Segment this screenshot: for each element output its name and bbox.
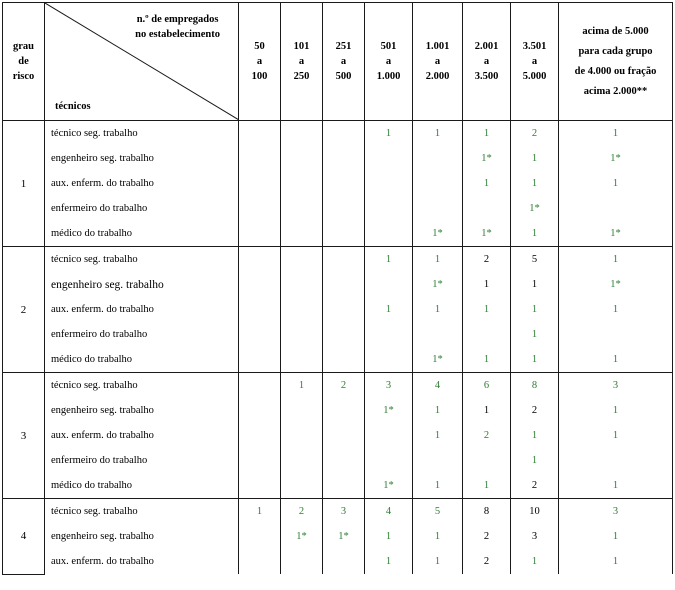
value-cell — [239, 221, 281, 247]
table-row — [3, 221, 673, 247]
value-cell — [281, 146, 323, 171]
value-cell: 1 — [559, 473, 673, 499]
value-cell — [239, 247, 281, 273]
value-cell — [281, 297, 323, 322]
value-cell: 6 — [463, 373, 511, 399]
value-cell — [281, 272, 323, 297]
value-cell — [413, 196, 463, 221]
value-cell — [239, 272, 281, 297]
value-cell — [323, 398, 365, 423]
value-cell: 5 — [511, 247, 559, 273]
staffing-table — [2, 2, 673, 575]
value-cell: 1* — [559, 221, 673, 247]
value-cell — [365, 322, 413, 347]
header-col-251-500: 251 a 500 — [323, 3, 365, 121]
value-cell — [239, 373, 281, 399]
value-cell: 1 — [559, 297, 673, 322]
tecnico-cell: técnico seg. trabalho — [45, 499, 239, 525]
value-cell — [281, 473, 323, 499]
value-cell — [281, 121, 323, 147]
value-cell: 3 — [323, 499, 365, 525]
value-cell: 1* — [511, 196, 559, 221]
value-cell — [365, 347, 413, 373]
value-cell — [365, 221, 413, 247]
value-cell: 1 — [413, 524, 463, 549]
header-tecnicos-label: técnicos — [55, 101, 91, 112]
value-cell: 1 — [413, 297, 463, 322]
value-cell — [463, 448, 511, 473]
value-cell — [323, 196, 365, 221]
value-cell — [365, 272, 413, 297]
value-cell: 1 — [365, 524, 413, 549]
value-cell: 4 — [365, 499, 413, 525]
value-cell: 1 — [559, 347, 673, 373]
value-cell: 2 — [511, 121, 559, 147]
table-row — [3, 272, 673, 297]
value-cell: 1* — [463, 221, 511, 247]
value-cell: 1* — [413, 347, 463, 373]
value-cell — [559, 322, 673, 347]
value-cell: 1 — [413, 549, 463, 574]
value-cell: 1* — [281, 524, 323, 549]
value-cell: 1 — [511, 272, 559, 297]
tecnico-cell: enfermeiro do trabalho — [45, 196, 239, 221]
table-body — [3, 121, 673, 575]
tecnico-cell: aux. enferm. do trabalho — [45, 171, 239, 196]
header-row — [3, 3, 673, 121]
value-cell — [323, 171, 365, 196]
value-cell — [323, 221, 365, 247]
grau-risco-cell: 3 — [3, 373, 45, 499]
value-cell — [559, 196, 673, 221]
grau-risco-cell: 2 — [3, 247, 45, 373]
tecnico-cell: médico do trabalho — [45, 473, 239, 499]
value-cell: 3 — [559, 373, 673, 399]
header-grau-line: risco — [12, 71, 35, 82]
value-cell: 1 — [559, 247, 673, 273]
table-row — [3, 247, 673, 273]
value-cell: 1 — [559, 423, 673, 448]
value-cell — [281, 347, 323, 373]
value-cell: 1 — [463, 121, 511, 147]
tecnico-cell: enfermeiro do trabalho — [45, 448, 239, 473]
table-row — [3, 398, 673, 423]
tecnico-cell: enfermeiro do trabalho — [45, 322, 239, 347]
tecnico-cell: engenheiro seg. trabalho — [45, 398, 239, 423]
value-cell — [463, 322, 511, 347]
value-cell: 1 — [511, 171, 559, 196]
value-cell — [413, 322, 463, 347]
value-cell: 2 — [511, 473, 559, 499]
value-cell: 1 — [413, 398, 463, 423]
value-cell — [323, 322, 365, 347]
value-cell — [323, 272, 365, 297]
value-cell — [239, 549, 281, 574]
value-cell: 1 — [463, 398, 511, 423]
tecnico-cell: engenheiro seg. trabalho — [45, 524, 239, 549]
value-cell — [281, 398, 323, 423]
table-row — [3, 423, 673, 448]
value-cell — [365, 196, 413, 221]
value-cell — [281, 196, 323, 221]
value-cell: 1 — [365, 247, 413, 273]
value-cell — [281, 549, 323, 574]
value-cell: 10 — [511, 499, 559, 525]
value-cell: 2 — [463, 247, 511, 273]
value-cell: 1 — [511, 322, 559, 347]
tecnico-cell: técnico seg. trabalho — [45, 373, 239, 399]
value-cell: 5 — [413, 499, 463, 525]
header-employee-count-label: n.º de empregados no estabelecimento — [135, 14, 220, 40]
staffing-table-frame — [2, 2, 673, 575]
value-cell: 1 — [511, 221, 559, 247]
header-grau-line: de — [18, 56, 29, 67]
value-cell: 3 — [511, 524, 559, 549]
value-cell: 1 — [239, 499, 281, 525]
header-col-50-100: 50 a 100 — [239, 3, 281, 121]
value-cell — [239, 347, 281, 373]
table-row — [3, 473, 673, 499]
table-row — [3, 524, 673, 549]
value-cell: 1* — [365, 398, 413, 423]
value-cell — [281, 171, 323, 196]
tecnico-cell: engenheiro seg. trabalho — [45, 146, 239, 171]
tecnico-cell: técnico seg. trabalho — [45, 247, 239, 273]
value-cell: 1 — [365, 549, 413, 574]
value-cell — [365, 448, 413, 473]
value-cell — [413, 448, 463, 473]
value-cell: 1 — [365, 121, 413, 147]
value-cell — [323, 473, 365, 499]
value-cell: 1 — [463, 297, 511, 322]
value-cell — [239, 524, 281, 549]
value-cell: 1* — [463, 146, 511, 171]
value-cell — [559, 448, 673, 473]
tecnico-cell: técnico seg. trabalho — [45, 121, 239, 147]
value-cell: 1 — [463, 473, 511, 499]
value-cell: 1 — [511, 146, 559, 171]
value-cell: 3 — [559, 499, 673, 525]
value-cell: 8 — [463, 499, 511, 525]
table-row — [3, 297, 673, 322]
value-cell — [239, 322, 281, 347]
value-cell: 1 — [511, 549, 559, 574]
value-cell: 1 — [511, 297, 559, 322]
value-cell — [239, 121, 281, 147]
value-cell — [239, 423, 281, 448]
tecnico-cell: médico do trabalho — [45, 221, 239, 247]
header-col-above-5000: acima de 5.000 para cada grupo de 4.000 ou fração acima 2.000** — [559, 3, 673, 121]
value-cell: 1 — [559, 398, 673, 423]
table-row — [3, 322, 673, 347]
value-cell: 8 — [511, 373, 559, 399]
value-cell — [323, 448, 365, 473]
header-col-1001-2000: 1.001 a 2.000 — [413, 3, 463, 121]
header-col-501-1000: 501 a 1.000 — [365, 3, 413, 121]
value-cell — [281, 221, 323, 247]
value-cell — [239, 448, 281, 473]
value-cell — [239, 297, 281, 322]
value-cell — [323, 297, 365, 322]
value-cell — [239, 473, 281, 499]
value-cell: 3 — [365, 373, 413, 399]
value-cell: 2 — [511, 398, 559, 423]
header-grau-line: grau — [13, 41, 34, 52]
value-cell — [323, 423, 365, 448]
value-cell: 1 — [413, 473, 463, 499]
value-cell: 1 — [463, 272, 511, 297]
value-cell — [413, 171, 463, 196]
value-cell: 1 — [413, 121, 463, 147]
value-cell — [365, 146, 413, 171]
value-cell: 2 — [281, 499, 323, 525]
value-cell: 2 — [463, 549, 511, 574]
value-cell: 1 — [559, 549, 673, 574]
value-cell: 1 — [281, 373, 323, 399]
grau-risco-cell: 1 — [3, 121, 45, 247]
value-cell — [323, 146, 365, 171]
table-row — [3, 499, 673, 525]
value-cell: 1 — [511, 448, 559, 473]
value-cell: 1 — [559, 171, 673, 196]
value-cell — [239, 146, 281, 171]
value-cell: 1 — [463, 171, 511, 196]
value-cell — [323, 347, 365, 373]
tecnico-cell: médico do trabalho — [45, 347, 239, 373]
value-cell: 1 — [413, 423, 463, 448]
table-row — [3, 171, 673, 196]
value-cell: 1 — [559, 524, 673, 549]
value-cell — [323, 121, 365, 147]
table-row — [3, 121, 673, 147]
value-cell: 2 — [463, 524, 511, 549]
value-cell — [281, 322, 323, 347]
header-diagonal-cell — [45, 3, 239, 121]
value-cell — [413, 146, 463, 171]
value-cell: 1 — [413, 247, 463, 273]
value-cell: 1 — [463, 347, 511, 373]
table-row — [3, 196, 673, 221]
header-col-3501-5000: 3.501 a 5.000 — [511, 3, 559, 121]
tecnico-cell: aux. enferm. do trabalho — [45, 297, 239, 322]
value-cell: 1* — [559, 272, 673, 297]
value-cell: 1* — [365, 473, 413, 499]
value-cell — [323, 247, 365, 273]
value-cell: 1* — [559, 146, 673, 171]
value-cell: 1 — [511, 423, 559, 448]
table-row — [3, 373, 673, 399]
table-row — [3, 347, 673, 373]
value-cell: 2 — [463, 423, 511, 448]
value-cell — [281, 247, 323, 273]
header-col-2001-3500: 2.001 a 3.500 — [463, 3, 511, 121]
value-cell: 2 — [323, 373, 365, 399]
tecnico-cell: aux. enferm. do trabalho — [45, 423, 239, 448]
value-cell: 1 — [365, 297, 413, 322]
header-grau-risco — [3, 3, 45, 121]
value-cell: 1* — [323, 524, 365, 549]
value-cell: 1 — [559, 121, 673, 147]
value-cell — [365, 423, 413, 448]
value-cell: 1* — [413, 221, 463, 247]
table-row — [3, 448, 673, 473]
value-cell — [323, 549, 365, 574]
tecnico-cell: aux. enferm. do trabalho — [45, 549, 239, 574]
value-cell — [281, 423, 323, 448]
value-cell: 1 — [511, 347, 559, 373]
value-cell — [463, 196, 511, 221]
tecnico-cell: engenheiro seg. trabalho — [45, 272, 239, 297]
header-col-101-250: 101 a 250 — [281, 3, 323, 121]
value-cell: 4 — [413, 373, 463, 399]
value-cell: 1* — [413, 272, 463, 297]
value-cell — [281, 448, 323, 473]
value-cell — [365, 171, 413, 196]
value-cell — [239, 398, 281, 423]
grau-risco-cell: 4 — [3, 499, 45, 575]
table-row — [3, 549, 673, 574]
value-cell — [239, 171, 281, 196]
value-cell — [239, 196, 281, 221]
table-row — [3, 146, 673, 171]
